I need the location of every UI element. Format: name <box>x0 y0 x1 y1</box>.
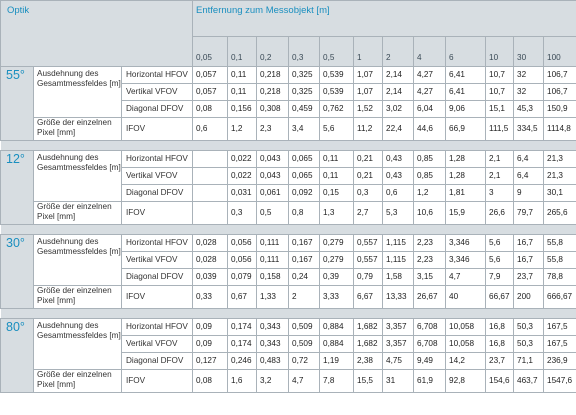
value-cell: 0,11 <box>228 84 257 101</box>
value-cell: 0,325 <box>289 84 320 101</box>
value-cell: 1,2 <box>228 118 257 141</box>
value-cell: 0,557 <box>354 235 383 252</box>
value-cell: 23,7 <box>514 269 544 286</box>
value-cell: 45,3 <box>514 101 544 118</box>
value-cell: 1,28 <box>446 168 486 185</box>
fov-type-label: Vertikal VFOV <box>122 252 193 269</box>
value-cell: 0,343 <box>257 336 289 353</box>
distance-cell: 0,2 <box>257 37 289 67</box>
value-cell: 4,7 <box>446 269 486 286</box>
value-cell: 3,2 <box>257 370 289 393</box>
value-cell: 0,43 <box>383 168 414 185</box>
value-cell: 3,346 <box>446 235 486 252</box>
value-cell: 5,6 <box>486 235 514 252</box>
value-cell: 0,509 <box>289 319 320 336</box>
value-cell: 1,52 <box>354 101 383 118</box>
value-cell: 0,884 <box>320 319 354 336</box>
value-cell: 0,043 <box>257 168 289 185</box>
fov-type-label: Horizontal HFOV <box>122 67 193 84</box>
distance-cell: 100 <box>544 37 576 67</box>
value-cell: 0,11 <box>320 168 354 185</box>
fov-type-label: IFOV <box>122 370 193 393</box>
value-cell: 10,7 <box>486 67 514 84</box>
value-cell: 66,67 <box>486 286 514 309</box>
value-cell: 1,33 <box>257 286 289 309</box>
value-cell: 2,23 <box>414 252 446 269</box>
value-cell: 4,27 <box>414 84 446 101</box>
value-cell: 30,1 <box>544 185 576 202</box>
value-cell: 26,6 <box>486 202 514 225</box>
value-cell: 0,85 <box>414 168 446 185</box>
value-cell: 9,06 <box>446 101 486 118</box>
value-cell: 0,09 <box>193 336 228 353</box>
value-cell: 4,27 <box>414 67 446 84</box>
value-cell: 0,028 <box>193 252 228 269</box>
separator-cell <box>1 141 576 151</box>
value-cell: 666,67 <box>544 286 576 309</box>
value-cell: 0,218 <box>257 84 289 101</box>
value-cell: 0,33 <box>193 286 228 309</box>
value-cell: 0,08 <box>193 370 228 393</box>
fov-type-label: Diagonal DFOV <box>122 353 193 370</box>
table-body <box>1 67 576 393</box>
group-separator <box>1 309 576 319</box>
value-cell: 6,708 <box>414 319 446 336</box>
value-cell: 10,058 <box>446 336 486 353</box>
value-cell: 23,7 <box>486 353 514 370</box>
fov-type-label: Vertikal VFOV <box>122 168 193 185</box>
value-cell: 111,5 <box>486 118 514 141</box>
table-header <box>1 1 576 67</box>
value-cell <box>193 168 228 185</box>
value-cell: 1,28 <box>446 151 486 168</box>
value-cell: 5,6 <box>486 252 514 269</box>
value-cell: 200 <box>514 286 544 309</box>
table-row <box>1 202 576 225</box>
value-cell: 0,67 <box>228 286 257 309</box>
value-cell: 9 <box>514 185 544 202</box>
pixel-size-label: Größe der einzelnen Pixel [mm] <box>34 202 122 225</box>
value-cell: 0,308 <box>257 101 289 118</box>
field-extent-label: Ausdehnung des Gesamtmessfeldes [m] <box>34 151 122 202</box>
fov-type-label: Diagonal DFOV <box>122 185 193 202</box>
value-cell: 1,682 <box>354 336 383 353</box>
value-cell: 0,557 <box>354 252 383 269</box>
value-cell: 1,115 <box>383 252 414 269</box>
value-cell: 92,8 <box>446 370 486 393</box>
optic-label: 80° <box>1 319 34 393</box>
value-cell: 4,75 <box>383 353 414 370</box>
value-cell: 16,7 <box>514 252 544 269</box>
value-cell: 0,72 <box>289 353 320 370</box>
value-cell: 0,39 <box>320 269 354 286</box>
pixel-size-label: Größe der einzelnen Pixel [mm] <box>34 118 122 141</box>
fov-type-label: Diagonal DFOV <box>122 101 193 118</box>
value-cell: 0,057 <box>193 84 228 101</box>
value-cell: 11,2 <box>354 118 383 141</box>
value-cell: 0,167 <box>289 252 320 269</box>
fov-type-label: IFOV <box>122 202 193 225</box>
value-cell <box>193 185 228 202</box>
value-cell: 154,6 <box>486 370 514 393</box>
value-cell <box>193 151 228 168</box>
value-cell: 0,3 <box>228 202 257 225</box>
value-cell: 1,81 <box>446 185 486 202</box>
value-cell: 0,043 <box>257 151 289 168</box>
fov-type-label: Diagonal DFOV <box>122 269 193 286</box>
fov-type-label: Horizontal HFOV <box>122 235 193 252</box>
value-cell: 10,6 <box>414 202 446 225</box>
value-cell: 0,174 <box>228 319 257 336</box>
value-cell: 3,357 <box>383 336 414 353</box>
value-cell: 50,3 <box>514 336 544 353</box>
value-cell: 22,4 <box>383 118 414 141</box>
value-cell: 1,6 <box>228 370 257 393</box>
value-cell <box>193 202 228 225</box>
value-cell: 2,3 <box>257 118 289 141</box>
value-cell: 0,08 <box>193 101 228 118</box>
value-cell: 44,6 <box>414 118 446 141</box>
optic-label: 12° <box>1 151 34 225</box>
distance-title: Entfernung zum Messobjekt [m] <box>193 1 576 37</box>
fov-type-label: Horizontal HFOV <box>122 319 193 336</box>
value-cell: 6,4 <box>514 151 544 168</box>
distance-cell: 10 <box>486 37 514 67</box>
table-row <box>1 235 576 252</box>
distance-cell: 0,05 <box>193 37 228 67</box>
value-cell: 1,07 <box>354 67 383 84</box>
distance-cell: 2 <box>383 37 414 67</box>
value-cell: 40 <box>446 286 486 309</box>
value-cell: 0,127 <box>193 353 228 370</box>
value-cell: 0,111 <box>257 252 289 269</box>
value-cell: 0,11 <box>228 67 257 84</box>
value-cell: 78,8 <box>544 269 576 286</box>
value-cell: 0,056 <box>228 235 257 252</box>
value-cell: 0,21 <box>354 168 383 185</box>
table-row <box>1 286 576 309</box>
value-cell: 1,682 <box>354 319 383 336</box>
separator-cell <box>1 225 576 235</box>
fov-type-label: Vertikal VFOV <box>122 84 193 101</box>
value-cell: 16,7 <box>514 235 544 252</box>
value-cell: 0,111 <box>257 235 289 252</box>
value-cell: 55,8 <box>544 252 576 269</box>
fov-type-label: IFOV <box>122 118 193 141</box>
value-cell: 0,43 <box>383 151 414 168</box>
value-cell: 6,708 <box>414 336 446 353</box>
value-cell: 0,509 <box>289 336 320 353</box>
value-cell: 0,15 <box>320 185 354 202</box>
value-cell: 2,1 <box>486 151 514 168</box>
value-cell: 0,156 <box>228 101 257 118</box>
table-row <box>1 67 576 84</box>
value-cell: 2,14 <box>383 84 414 101</box>
optik-header: Optik <box>1 1 193 67</box>
group-separator <box>1 225 576 235</box>
value-cell: 0,056 <box>228 252 257 269</box>
value-cell: 6,04 <box>414 101 446 118</box>
value-cell: 0,246 <box>228 353 257 370</box>
distance-cell: 1 <box>354 37 383 67</box>
value-cell: 463,7 <box>514 370 544 393</box>
value-cell: 0,028 <box>193 235 228 252</box>
table-row <box>1 151 576 168</box>
value-cell: 0,459 <box>289 101 320 118</box>
value-cell: 6,67 <box>354 286 383 309</box>
value-cell: 1,58 <box>383 269 414 286</box>
value-cell: 7,9 <box>486 269 514 286</box>
value-cell: 79,7 <box>514 202 544 225</box>
value-cell: 13,33 <box>383 286 414 309</box>
value-cell: 0,539 <box>320 84 354 101</box>
value-cell: 0,218 <box>257 67 289 84</box>
value-cell: 0,079 <box>228 269 257 286</box>
value-cell: 0,21 <box>354 151 383 168</box>
value-cell: 0,022 <box>228 151 257 168</box>
value-cell: 7,8 <box>320 370 354 393</box>
value-cell: 3 <box>486 185 514 202</box>
value-cell: 5,3 <box>383 202 414 225</box>
value-cell: 0,065 <box>289 151 320 168</box>
pixel-size-label: Größe der einzelnen Pixel [mm] <box>34 286 122 309</box>
distance-cell: 4 <box>414 37 446 67</box>
value-cell: 15,5 <box>354 370 383 393</box>
value-cell: 3,02 <box>383 101 414 118</box>
value-cell: 0,5 <box>257 202 289 225</box>
table-row <box>1 319 576 336</box>
value-cell: 265,6 <box>544 202 576 225</box>
value-cell: 5,6 <box>320 118 354 141</box>
value-cell: 0,279 <box>320 252 354 269</box>
value-cell: 14,2 <box>446 353 486 370</box>
value-cell: 0,6 <box>193 118 228 141</box>
value-cell: 2,1 <box>486 168 514 185</box>
value-cell: 66,9 <box>446 118 486 141</box>
value-cell: 3,15 <box>414 269 446 286</box>
value-cell: 4,7 <box>289 370 320 393</box>
value-cell: 16,8 <box>486 336 514 353</box>
value-cell: 2,23 <box>414 235 446 252</box>
distance-cell: 30 <box>514 37 544 67</box>
value-cell: 150,9 <box>544 101 576 118</box>
value-cell: 3,4 <box>289 118 320 141</box>
value-cell: 0,3 <box>354 185 383 202</box>
optic-label: 55° <box>1 67 34 141</box>
value-cell: 2,14 <box>383 67 414 84</box>
distance-cell: 0,1 <box>228 37 257 67</box>
value-cell: 32 <box>514 67 544 84</box>
value-cell: 1,07 <box>354 84 383 101</box>
value-cell: 0,79 <box>354 269 383 286</box>
group-separator <box>1 141 576 151</box>
value-cell: 3,357 <box>383 319 414 336</box>
value-cell: 0,092 <box>289 185 320 202</box>
value-cell: 0,061 <box>257 185 289 202</box>
value-cell: 0,031 <box>228 185 257 202</box>
value-cell: 1,2 <box>414 185 446 202</box>
value-cell: 167,5 <box>544 336 576 353</box>
value-cell: 3,33 <box>320 286 354 309</box>
fov-type-label: Vertikal VFOV <box>122 336 193 353</box>
value-cell: 0,8 <box>289 202 320 225</box>
value-cell: 2,38 <box>354 353 383 370</box>
value-cell: 71,1 <box>514 353 544 370</box>
optic-label: 30° <box>1 235 34 309</box>
value-cell: 236,9 <box>544 353 576 370</box>
value-cell: 334,5 <box>514 118 544 141</box>
value-cell: 0,174 <box>228 336 257 353</box>
value-cell: 26,67 <box>414 286 446 309</box>
table-row <box>1 118 576 141</box>
value-cell: 31 <box>383 370 414 393</box>
fov-type-label: IFOV <box>122 286 193 309</box>
value-cell: 55,8 <box>544 235 576 252</box>
separator-cell <box>1 309 576 319</box>
value-cell: 0,85 <box>414 151 446 168</box>
value-cell: 106,7 <box>544 67 576 84</box>
value-cell: 0,539 <box>320 67 354 84</box>
value-cell: 21,3 <box>544 168 576 185</box>
value-cell: 0,039 <box>193 269 228 286</box>
value-cell: 6,41 <box>446 84 486 101</box>
value-cell: 50,3 <box>514 319 544 336</box>
value-cell: 61,9 <box>414 370 446 393</box>
value-cell: 1114,8 <box>544 118 576 141</box>
field-extent-label: Ausdehnung des Gesamtmessfeldes [m] <box>34 319 122 370</box>
value-cell: 6,41 <box>446 67 486 84</box>
value-cell: 15,1 <box>486 101 514 118</box>
value-cell: 10,7 <box>486 84 514 101</box>
value-cell: 0,343 <box>257 319 289 336</box>
value-cell: 0,065 <box>289 168 320 185</box>
value-cell: 15,9 <box>446 202 486 225</box>
value-cell: 9,49 <box>414 353 446 370</box>
value-cell: 32 <box>514 84 544 101</box>
value-cell: 3,346 <box>446 252 486 269</box>
value-cell: 0,762 <box>320 101 354 118</box>
table-row <box>1 370 576 393</box>
value-cell: 0,279 <box>320 235 354 252</box>
distance-cell: 6 <box>446 37 486 67</box>
value-cell: 106,7 <box>544 84 576 101</box>
value-cell: 6,4 <box>514 168 544 185</box>
value-cell: 21,3 <box>544 151 576 168</box>
value-cell: 0,057 <box>193 67 228 84</box>
value-cell: 0,6 <box>383 185 414 202</box>
value-cell: 0,325 <box>289 67 320 84</box>
field-extent-label: Ausdehnung des Gesamtmessfeldes [m] <box>34 67 122 118</box>
value-cell: 0,167 <box>289 235 320 252</box>
value-cell: 0,09 <box>193 319 228 336</box>
value-cell: 0,11 <box>320 151 354 168</box>
value-cell: 0,24 <box>289 269 320 286</box>
value-cell: 2,7 <box>354 202 383 225</box>
value-cell: 1,19 <box>320 353 354 370</box>
fov-type-label: Horizontal HFOV <box>122 151 193 168</box>
value-cell: 0,884 <box>320 336 354 353</box>
value-cell: 1,3 <box>320 202 354 225</box>
distance-cell: 0,3 <box>289 37 320 67</box>
value-cell: 0,483 <box>257 353 289 370</box>
value-cell: 2 <box>289 286 320 309</box>
pixel-size-label: Größe der einzelnen Pixel [mm] <box>34 370 122 393</box>
field-extent-label: Ausdehnung des Gesamtmessfeldes [m] <box>34 235 122 286</box>
value-cell: 167,5 <box>544 319 576 336</box>
value-cell: 1547,6 <box>544 370 576 393</box>
value-cell: 1,115 <box>383 235 414 252</box>
value-cell: 16,8 <box>486 319 514 336</box>
value-cell: 0,158 <box>257 269 289 286</box>
value-cell: 0,022 <box>228 168 257 185</box>
distance-cell: 0,5 <box>320 37 354 67</box>
value-cell: 10,058 <box>446 319 486 336</box>
